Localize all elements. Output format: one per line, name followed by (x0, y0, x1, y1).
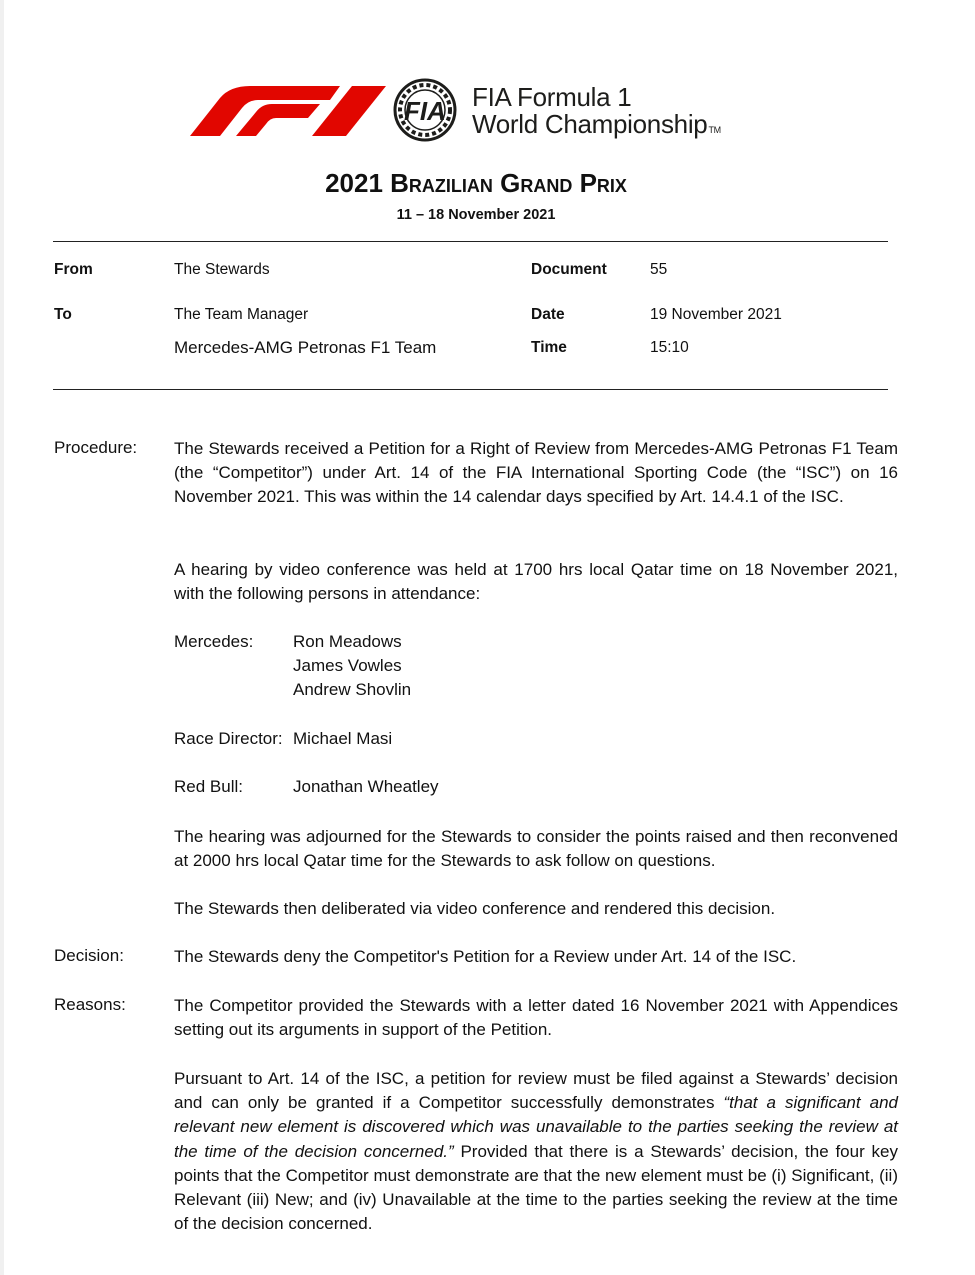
mercedes-person-1: Ron Meadows (293, 632, 402, 651)
brand-line-2: World Championship (472, 109, 708, 139)
reasons-label: Reasons: (54, 995, 126, 1014)
fia-emblem-icon (384, 78, 466, 142)
mercedes-person-2: James Vowles (293, 656, 402, 675)
redbull-label: Red Bull: (174, 777, 243, 796)
to-value-2: Mercedes-AMG Petronas F1 Team (174, 338, 437, 357)
from-label: From (54, 261, 93, 278)
svg-text:FIA: FIA (404, 96, 446, 126)
mercedes-label: Mercedes: (174, 632, 254, 651)
f1-logo-icon (190, 84, 386, 136)
decision-text: The Stewards deny the Competitor's Petition for a Review under Art. 14 of the ISC. (174, 947, 797, 966)
document-value: 55 (650, 261, 668, 278)
reasons-paragraph-2-end: Provided that there is a Stewards’ decision, the four key points that the Competitor must demonstrate are that the new element must be (i) Significant, (ii) Relevant (iii) New; and (iv) Unavailable at the time to the parties seeking the review at the time of the decision concerned. (174, 1141, 898, 1234)
race-director-name: Michael Masi (293, 729, 393, 748)
decision-label: Decision: (54, 946, 124, 965)
reasons-quote: “that a significant and relevant new element is discovered which was unavailable to the parties seeking the review at the time of the decision concerned.” (174, 1093, 898, 1161)
document-title (0, 168, 952, 199)
to-label: To (54, 306, 72, 323)
reasons-paragraph-2 (174, 1067, 898, 1236)
reasons-paragraph-1: The Competitor provided the Stewards with a letter dated 16 November 2021 with Appendices setting out its arguments in support of the Petition. (174, 996, 898, 1040)
event-dates: 11 – 18 November 2021 (396, 207, 556, 223)
brand-text (472, 84, 721, 144)
race-director-label: Race Director: (174, 729, 283, 748)
time-label: Time (531, 339, 567, 356)
brand-line-1: FIA Formula 1 (472, 82, 632, 112)
redbull-name: Jonathan Wheatley (293, 777, 439, 796)
date-value: 19 November 2021 (650, 306, 782, 323)
procedure-paragraph-3: The hearing was adjourned for the Stewards to consider the points raised and then reconvened at 2000 hrs local Qatar time for the Stewards to ask follow on questions. (174, 827, 898, 871)
bottom-divider (53, 389, 888, 390)
header-logo-block (190, 78, 770, 144)
procedure-paragraph-4: The Stewards then deliberated via video conference and rendered this decision. (174, 899, 776, 918)
from-value: The Stewards (174, 261, 270, 278)
document-label: Document (531, 261, 607, 278)
reasons-paragraph-2-start: Pursuant to Art. 14 of the ISC, a petition for review must be filed against a Stewards’ decision and can only be granted if a Competitor successfully demonstrates (174, 1069, 898, 1113)
to-value-1: The Team Manager (174, 306, 309, 323)
title-text: 2021 Brazilian Grand Prix (325, 168, 627, 198)
trademark-mark: TM (708, 125, 721, 135)
procedure-paragraph-2: A hearing by video conference was held at 1700 hrs local Qatar time on 18 November 2021, with the following persons in attendance: (174, 560, 898, 604)
procedure-label: Procedure: (54, 438, 138, 457)
procedure-paragraph-1: The Stewards received a Petition for a Right of Review from Mercedes-AMG Petronas F1 Team (the “Competitor”) under Art. 14 of the FIA International Sporting Code (the “ISC”) on 16 November 2021. This was within the 14 calendar days specified by Art. 14.4.1 of the ISC. (174, 439, 898, 507)
date-label: Date (531, 306, 565, 323)
top-divider (53, 241, 888, 242)
time-value: 15:10 (650, 339, 689, 356)
mercedes-person-3: Andrew Shovlin (293, 680, 412, 699)
